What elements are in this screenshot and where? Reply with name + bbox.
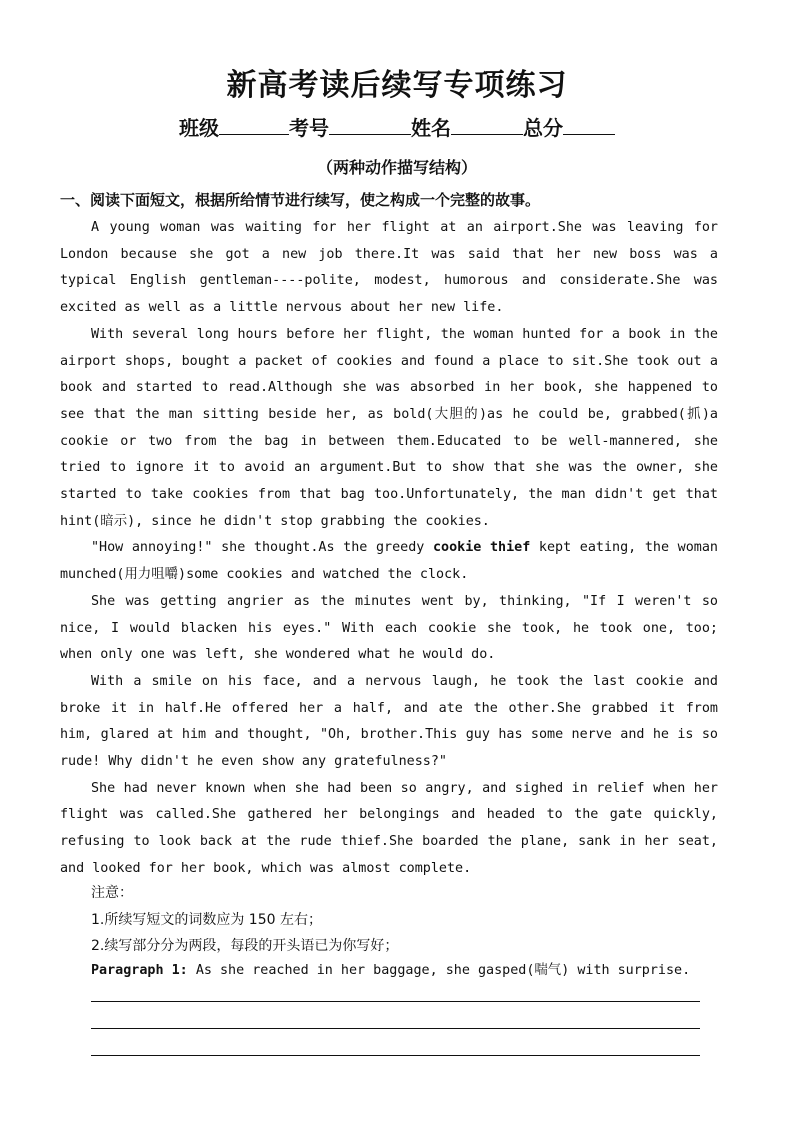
passage-paragraph-6: She had never known when she had been so angry, and sighed in relief when her flight was called.She gathered her belongings and headed to the gate quickly, refusing to look back at the rude thief.She boarded the plane, sank in her seat, and looked for her book, which was almost complete. [60, 780, 718, 876]
note-item-2: 2.续写部分分为两段，每段的开头语已为你写好； [91, 938, 399, 955]
subtitle: （两种动作描写结构） [316, 158, 477, 177]
paragraph-1-opening: As she reached in her baggage, she gasped(喘气) with surprise. [195, 963, 691, 978]
writing-line[interactable] [91, 1055, 700, 1056]
passage-paragraph-5: With a smile on his face, and a nervous laugh, he took the last cookie and broke it in half.He offered her a half, and ate the other.She grabbed it from him, glared at him and thought, "Oh, brother.This guy has some nerve and he is so rude! Why didn't he even show any gratefulness?" [60, 673, 718, 770]
writing-line[interactable] [91, 1028, 700, 1029]
name-blank[interactable] [451, 116, 523, 135]
note-item-1: 1.所续写短文的词数应为 150 左右； [91, 911, 322, 928]
paragraph-1-prompt [91, 958, 711, 985]
student-info-line [0, 112, 794, 141]
name-label: 姓名 [411, 116, 451, 140]
passage-paragraph-4: She was getting angrier as the minutes went by, thinking, "If I weren't so nice, I would blacken his eyes." With each cookie she took, he took one, too; when only one was left, she wondered what he would do. [60, 593, 718, 663]
class-label: 班级 [179, 116, 219, 140]
paragraph-1-label: Paragraph 1: [91, 963, 188, 978]
passage-paragraph-3 [60, 535, 718, 588]
passage-paragraph-1: A young woman was waiting for her flight at an airport.She was leaving for London because she got a new job there.It was said that her new boss was a typical English gentleman----polite, modest, humorous and considerate.She was excited as well as a little nervous about her new life. [60, 220, 718, 316]
class-blank[interactable] [219, 116, 289, 135]
total-score-label: 总分 [523, 116, 563, 140]
notes-section [91, 880, 718, 960]
exam-number-label: 考号 [289, 116, 329, 140]
passage-text: "How annoying!" she thought.As the greedy [91, 540, 433, 556]
passage-text: kept eating, the woman munched(用力咀嚼)some cookies and watched the clock. [60, 540, 718, 583]
cookie-thief-emphasis: cookie thief [432, 540, 531, 556]
exam-number-blank[interactable] [329, 116, 411, 135]
total-score-blank[interactable] [563, 116, 615, 135]
section-instruction: 一、阅读下面短文，根据所给情节进行续写，使之构成一个完整的故事。 [60, 191, 541, 209]
reading-passage [60, 215, 718, 883]
page-title: 新高考读后续写专项练习 [226, 68, 568, 103]
writing-line[interactable] [91, 1001, 700, 1002]
notes-heading: 注意： [91, 885, 133, 901]
passage-paragraph-2: With several long hours before her flight, the woman hunted for a book in the airport shops, bought a packet of cookies and found a place to sit.She took out a book and started to read.Although she was absorbed in her book, she happened to see that the man sitting beside her, as bold(大胆的)as he could be, grabbed(抓)a cookie or two from the bag in between them.Educated to be well-mannered, she tried to ignore it to avoid an argument.But to show that she was the owner, she started to take cookies from that bag too.Unfortunately, the man didn't get that hint(暗示), since he didn't stop grabbing the cookies. [60, 326, 718, 529]
